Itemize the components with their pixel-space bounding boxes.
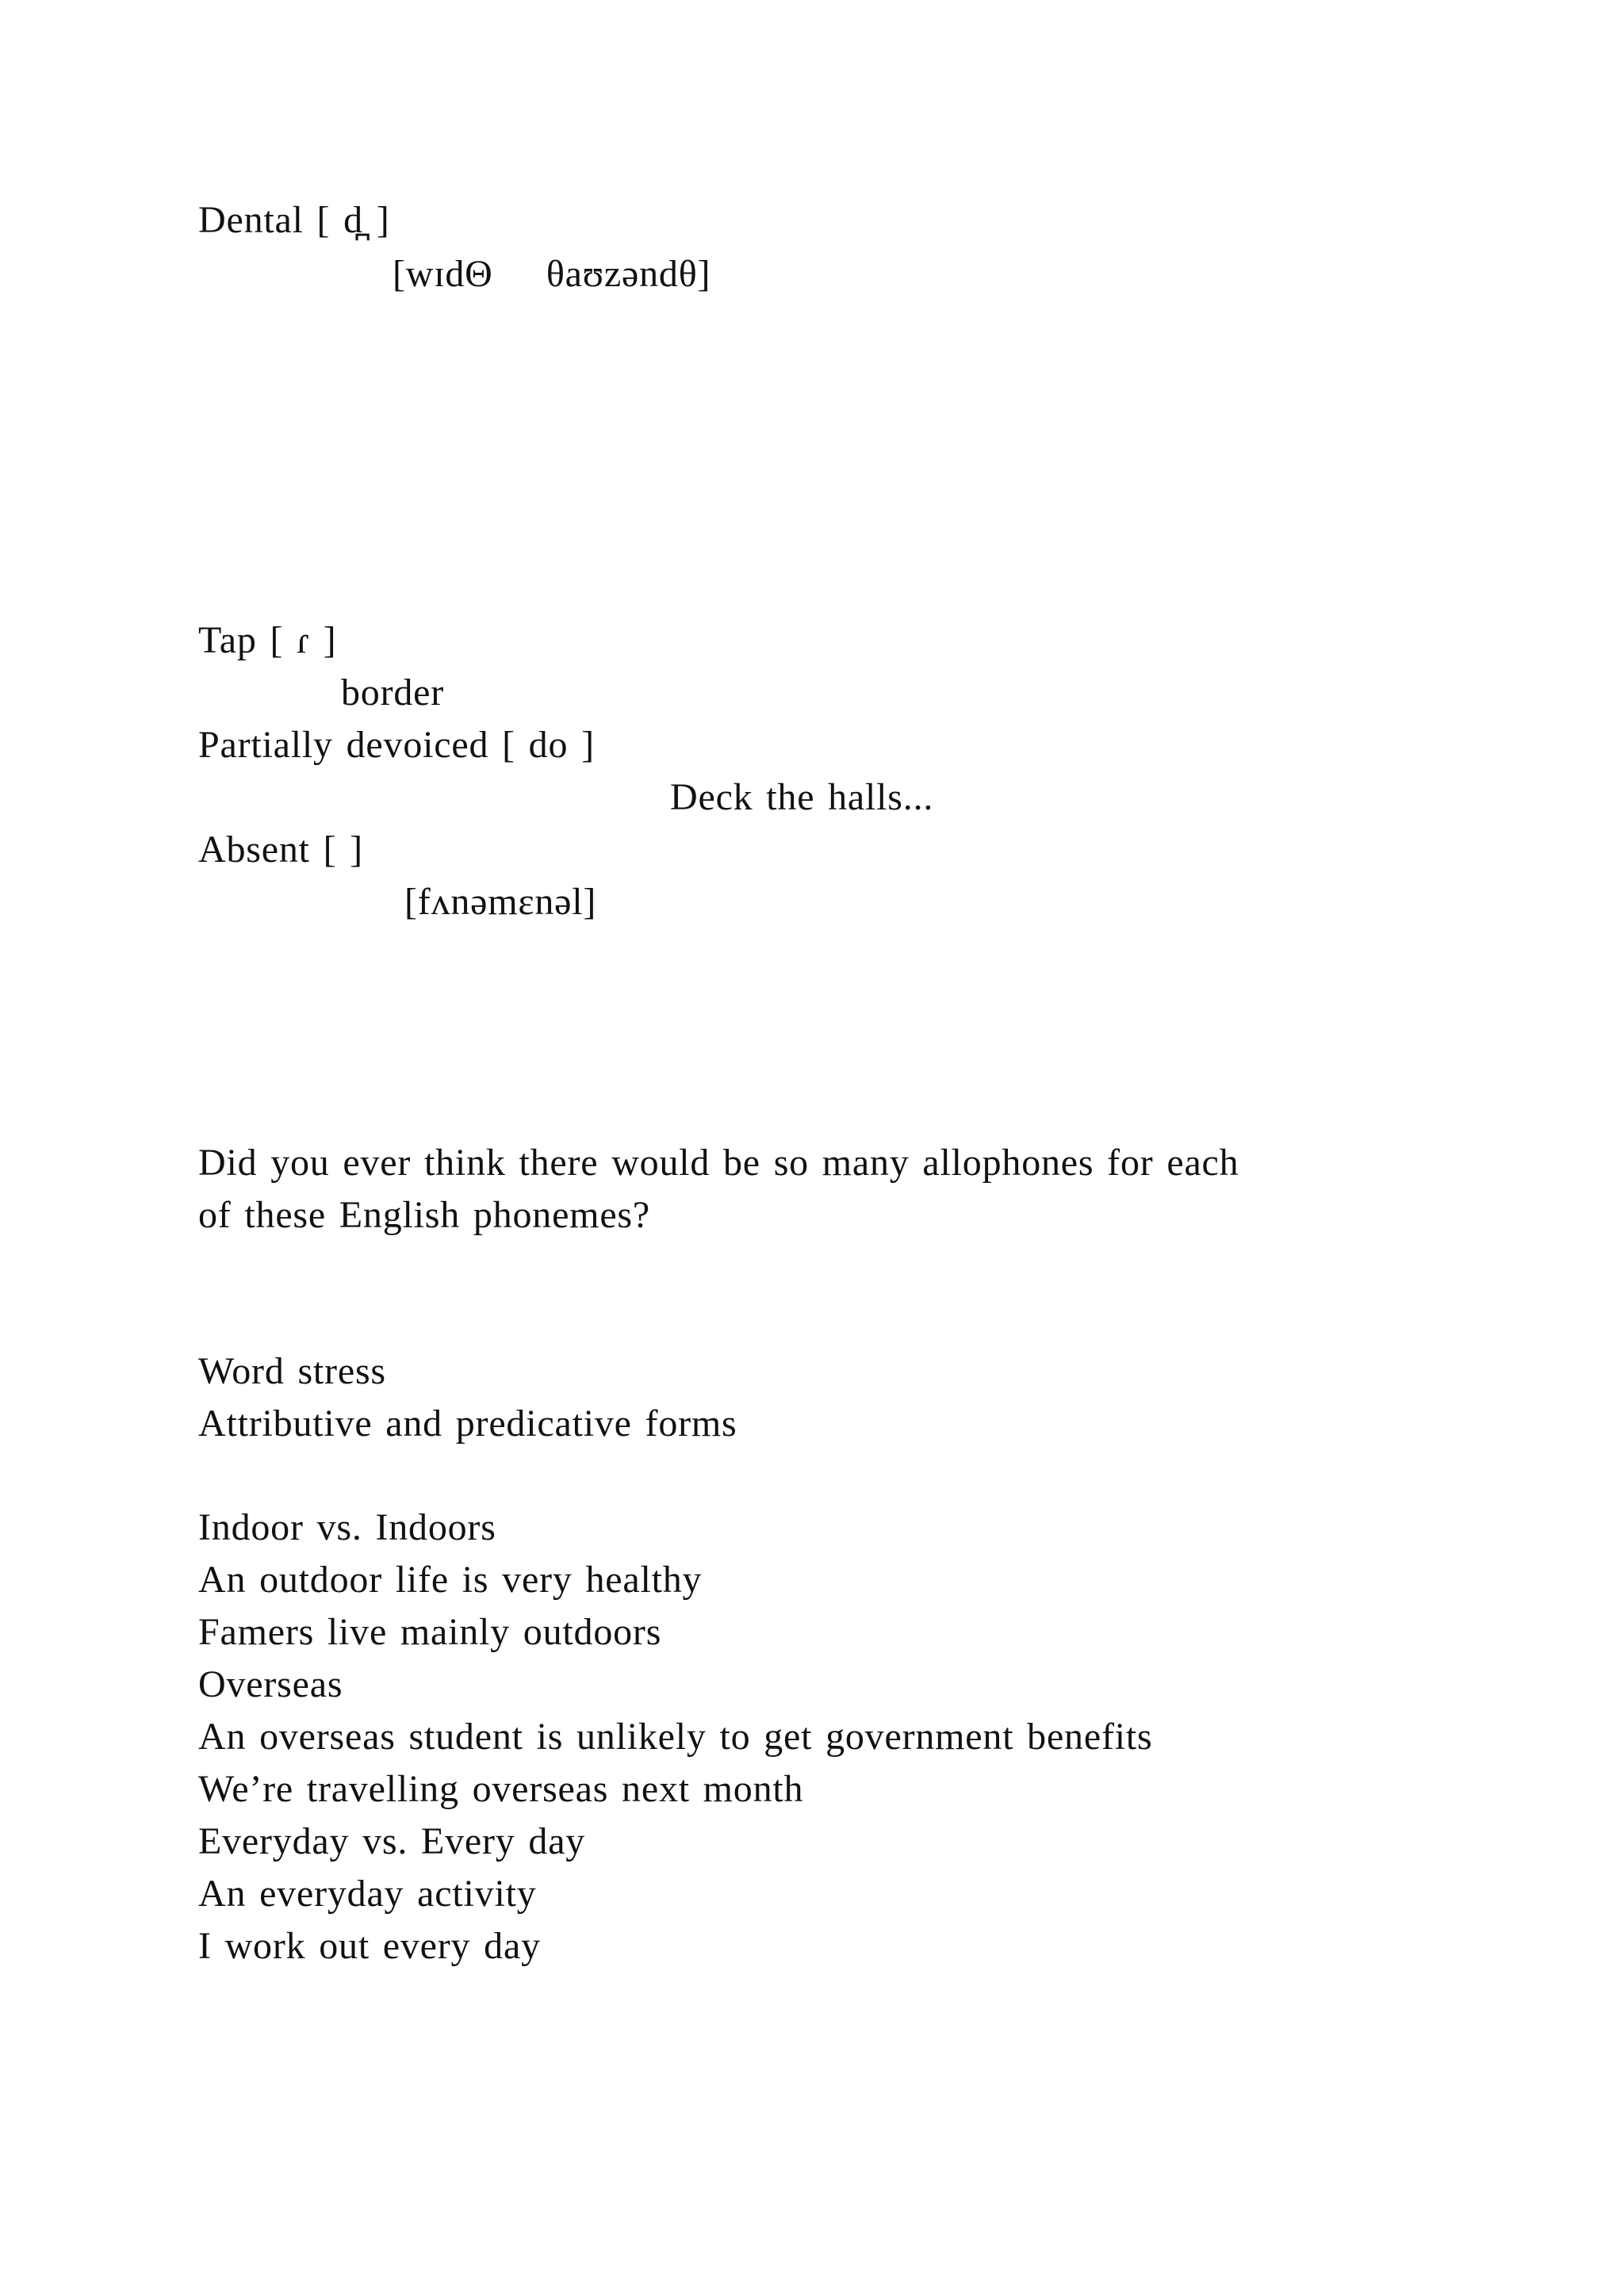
- absent-allophone-label: Absent [ ]: [198, 828, 363, 871]
- absent-transcription: [fʌnəmɛnəl]: [404, 881, 597, 923]
- devoiced-example: Deck the halls...: [670, 776, 934, 818]
- heading-word-stress: Word stress: [198, 1350, 386, 1392]
- indoor-indoors-pair: Indoor vs. Indoors: [198, 1506, 496, 1548]
- everyday-every-day-pair: Everyday vs. Every day: [198, 1820, 586, 1862]
- outdoor-example-sentence: An outdoor life is very healthy: [198, 1559, 703, 1601]
- outdoors-example-sentence: Famers live mainly outdoors: [198, 1611, 662, 1653]
- everyday-example-sentence: An everyday activity: [198, 1873, 537, 1915]
- question-line-1: Did you ever think there would be so many allophones for each: [198, 1142, 1239, 1184]
- devoiced-allophone-label: Partially devoiced [ do ]: [198, 724, 595, 766]
- dental-allophone-label: Dental [ d̪ ]: [198, 199, 390, 241]
- tap-example-word: border: [341, 672, 445, 714]
- overseas-heading: Overseas: [198, 1663, 343, 1705]
- question-line-2: of these English phonemes?: [198, 1194, 651, 1236]
- dental-transcription: [wɪdΘ θaʊzəndθ]: [393, 253, 711, 295]
- overseas-attributive-sentence: An overseas student is unlikely to get government benefits: [198, 1716, 1153, 1758]
- overseas-predicative-sentence: We’re travelling overseas next month: [198, 1768, 804, 1810]
- heading-attributive-predicative: Attributive and predicative forms: [198, 1402, 737, 1445]
- every-day-example-sentence: I work out every day: [198, 1925, 541, 1967]
- tap-allophone-label: Tap [ ɾ ]: [198, 619, 337, 661]
